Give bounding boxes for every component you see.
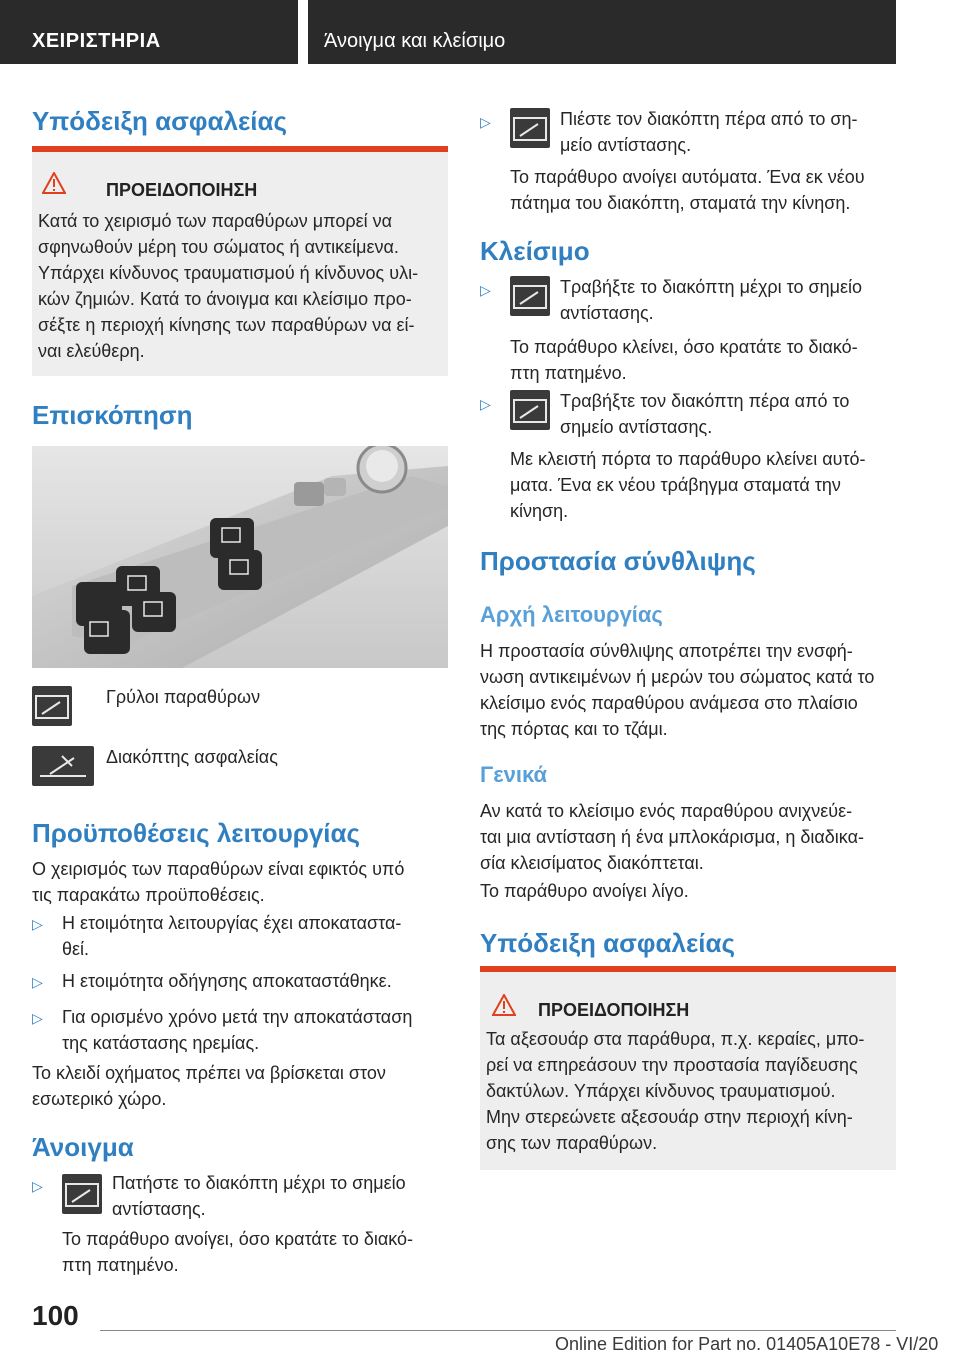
key-location-note: Το κλειδί οχήματος πρέπει να βρίσκεται στον εσωτερικό χώρο.	[32, 1063, 386, 1109]
closing-heading: Κλείσιμο	[480, 236, 590, 266]
prerequisites-intro: Ο χειρισμός των παραθύρων είναι εφικτός υπό τις παρακάτω προϋποθέσεις.	[32, 859, 405, 905]
header-chapter-label: Άνοιγμα και κλείσιμο	[324, 30, 506, 52]
open-step-1: Πατήστε το διακόπτη μέχρι το σημείο αντίστασης.	[112, 1173, 406, 1219]
prereq-item-3: Για ορισμένο χρόνο μετά την αποκατάσταση της κατάστασης ηρεμίας.	[62, 1007, 413, 1053]
close-step-2: Τραβήξτε τον διακόπτη πέρα από το σημείο αντίστασης.	[560, 391, 850, 437]
warning-text-2: Τα αξεσουάρ στα παράθυρα, π.χ. κεραίες, μπο- ρεί να επηρεάσουν την προστασία παγίδευσης δακτύλων. Υπάρχει κίνδυνος τραυματισμού. Μην στερεώνετε αξεσουάρ στην περιοχή κίνη- σης των παραθύρων.	[486, 1029, 865, 1153]
principle-text: Η προστασία σύνθλιψης αποτρέπει την ενσφή- νωση αντικειμένων ή μερών του σώματος κατά το κλείσιμο ενός παραθύρου ανάμεσα στο πλαίσιο της πόρτας και το τζάμι.	[480, 641, 875, 739]
close-step-2-result: Με κλειστή πόρτα το παράθυρο κλείνει αυτό- ματα. Ένα εκ νέου τράβηγμα σταματά την κίνηση.	[510, 449, 866, 521]
page-number: 100	[32, 1300, 79, 1331]
overview-heading: Επισκόπηση	[32, 400, 193, 430]
window-lift-icon	[510, 108, 550, 148]
warning-triangle-icon	[492, 994, 516, 1016]
window-switch-photo	[32, 446, 448, 668]
footer-edition: Online Edition for Part no. 01405A10E78 - VI/20	[555, 1334, 939, 1354]
window-lift-icon	[62, 1174, 102, 1214]
bullet-arrow-icon: ▷	[480, 114, 491, 130]
window-lift-icon	[510, 276, 550, 316]
window-lift-icon	[32, 686, 72, 726]
header-chapter-tab	[308, 0, 896, 64]
pinch-protection-heading: Προστασία σύνθλιψης	[480, 546, 756, 576]
safety-heading-2: Υπόδειξη ασφαλείας	[480, 928, 736, 958]
window-lift-icon	[510, 390, 550, 430]
safety-heading: Υπόδειξη ασφαλείας	[32, 106, 288, 136]
bullet-arrow-icon: ▷	[32, 1178, 43, 1194]
warning-box-2	[480, 966, 896, 1170]
open-step-2: Πιέστε τον διακόπτη πέρα από το ση- μείο αντίστασης.	[560, 109, 858, 155]
opening-heading: Άνοιγμα	[32, 1132, 134, 1162]
general-text: Αν κατά το κλείσιμο ενός παραθύρου ανιχνεύε- ται μια αντίσταση ή ένα μπλοκάρισμα, η διαδικα- σία κλεισίματος διακόπτεται.	[480, 801, 864, 873]
warning-box-1	[32, 146, 448, 376]
warning-triangle-icon	[42, 172, 66, 194]
footer-divider	[100, 1330, 896, 1331]
prereq-item-1: Η ετοιμότητα λειτουργίας έχει αποκαταστα- θεί.	[62, 913, 402, 959]
safety-switch-icon	[32, 746, 94, 786]
warning-title-2: ΠΡΟΕΙΔΟΠΟΙΗΣΗ	[538, 1000, 690, 1020]
general-text-2: Το παράθυρο ανοίγει λίγο.	[480, 881, 689, 901]
bullet-arrow-icon: ▷	[32, 916, 43, 932]
header-section-tab	[0, 0, 298, 64]
warning-text-1: Κατά το χειρισμό των παραθύρων μπορεί να σφηνωθούν μέρη του σώματος ή αντικείμενα. Υπάρχει κίνδυνος τραυματισμού ή κίνδυνος υλι- κών ζημιών. Κατά το άνοιγμα και κλείσιμο προ- σέξτε η περιοχή κίνησης των παραθύρων να εί- ναι ελεύθερη.	[38, 211, 419, 361]
bullet-arrow-icon: ▷	[32, 1010, 43, 1026]
close-step-1-result: Το παράθυρο κλείνει, όσο κρατάτε το διακό- πτη πατημένο.	[510, 337, 858, 383]
legend-window-lifts: Γρύλοι παραθύρων	[106, 687, 261, 707]
principle-heading: Αρχή λειτουργίας	[480, 602, 663, 627]
general-heading: Γενικά	[480, 762, 548, 787]
prerequisites-heading: Προϋποθέσεις λειτουργίας	[32, 818, 361, 848]
open-step-1-result: Το παράθυρο ανοίγει, όσο κρατάτε το διακό- πτη πατημένο.	[62, 1229, 414, 1275]
header-section-label: ΧΕΙΡΙΣΤΗΡΙΑ	[32, 30, 161, 52]
open-step-2-result: Το παράθυρο ανοίγει αυτόματα. Ένα εκ νέου πάτημα του διακόπτη, σταματά την κίνηση.	[510, 167, 865, 213]
bullet-arrow-icon: ▷	[32, 974, 43, 990]
legend-safety-switch: Διακόπτης ασφαλείας	[106, 747, 278, 767]
bullet-arrow-icon: ▷	[480, 396, 491, 412]
prereq-item-2: Η ετοιμότητα οδήγησης αποκαταστάθηκε.	[62, 971, 392, 991]
warning-title-1: ΠΡΟΕΙΔΟΠΟΙΗΣΗ	[106, 180, 258, 200]
close-step-1: Τραβήξτε το διακόπτη μέχρι το σημείο αντίστασης.	[560, 277, 863, 323]
bullet-arrow-icon: ▷	[480, 282, 491, 298]
